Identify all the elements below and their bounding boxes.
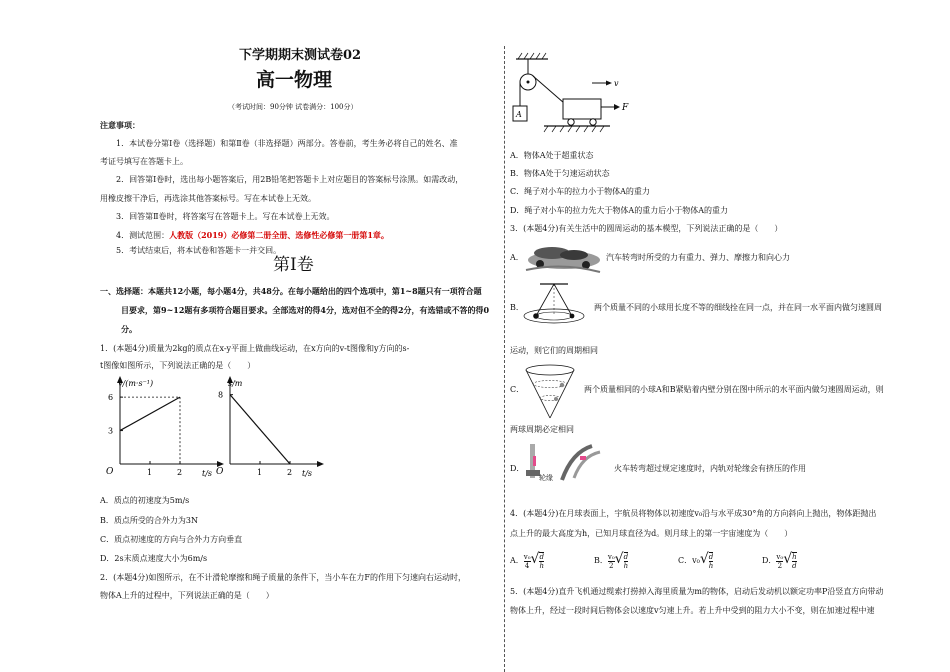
q1-stem-1: 1．(本题4分)质量为2kg的质点在x-y平面上做曲线运动，在x方向的v-t图像和y方向的s-	[100, 344, 410, 353]
g2-y-tick-label-8: 8	[218, 390, 224, 400]
q3-option-b-2: 运动，则它们的周期相同	[510, 346, 598, 355]
ceiling-hatch	[518, 53, 546, 59]
q4-coef-den: 2	[777, 561, 783, 570]
q4-root-fraction	[539, 552, 544, 570]
q1-option-d: D．2s末质点速度大小为6m/s	[100, 554, 208, 563]
q3a-car-turn-image	[522, 240, 602, 276]
cart-body	[563, 99, 601, 119]
q4-root-num: d	[539, 553, 544, 561]
q4-coef-num: v₀	[607, 552, 615, 561]
q2-stem-2: 物体A上升的过程中，下列说法正确的是（ ）	[100, 591, 274, 600]
q3-label-d: D．	[510, 464, 525, 473]
q4-coef-den: 4	[524, 561, 530, 570]
q3-option-b-1: 两个质量不同的小球用长度不等的细线拴在同一点，并在同一水平面内做匀速圆周	[594, 303, 882, 312]
q3-stem: 3．(本题4分)有关生活中的圆周运动的基本模型，下列说法正确的是（ ）	[510, 224, 783, 233]
q5-stem-1: 5．(本题4分)直升飞机通过缆索打捞掉入海里质量为m的物体，启动后发动机以额定功率P沿竖直方向带动	[510, 587, 884, 596]
q3-option-a: 汽车转弯时所受的力有重力、弹力、摩擦力和向心力	[606, 253, 790, 262]
cart-wheel-right	[590, 119, 596, 125]
q4-option-c	[678, 549, 713, 571]
q4-root-den: h	[539, 562, 544, 570]
q4-option-b	[594, 549, 628, 571]
q3-label-a: A．	[510, 253, 524, 262]
q4-stem-1: 4．(本题4分)在月球表面上，宇航员将物体以初速度v₀沿与水平成30°角的方向斜向上抛出，物体距抛出	[510, 509, 877, 518]
g2-x-tick-label-2: 2	[287, 468, 293, 477]
q4-root-fraction	[709, 552, 714, 570]
q4-option-label: D．	[762, 556, 777, 565]
note-4-scope: 人教版（2019）必修第二册全册、选修性必修第一册第1章。	[169, 230, 389, 240]
note-4-prefix: 4．测试范围：	[116, 231, 170, 240]
note-4	[116, 230, 389, 241]
q5-stem-2: 物体上升，经过一段时间后物体会以速度v匀速上升。若上升中受到的阻力大小不变，则在加速过程中速	[510, 606, 875, 615]
subject-title: 高一物理	[256, 69, 333, 91]
q3d-rail-image	[522, 442, 612, 484]
q1-st-graph	[210, 374, 330, 478]
notes-heading: 注意事项：	[100, 120, 140, 130]
note-3: 3．回答第Ⅱ卷时，将答案写在答题卡上。写在本试卷上无效。	[116, 212, 335, 221]
q2-option-c: C．绳子对小车的拉力小于物体A的重力	[510, 187, 650, 196]
sqrt-icon: √	[614, 551, 624, 567]
q1-option-a: A．质点的初速度为5m/s	[100, 496, 190, 505]
g2-x-arrow	[317, 461, 324, 467]
q3-option-d: 火车转弯超过规定速度时，内轨对轮缘会有挤压的作用	[614, 464, 806, 473]
q4-root-num: d	[623, 553, 629, 561]
q4-option-d	[762, 549, 797, 571]
cart-wheel-left	[568, 119, 574, 125]
q4-option-label: C．	[678, 556, 693, 565]
note-5: 5．考试结束后，将本试卷和答题卡一并交回。	[116, 246, 282, 255]
g2-data-line	[230, 395, 290, 464]
q4-root-fraction	[624, 552, 629, 570]
g1-x-tick-label-1: 1	[147, 468, 153, 477]
q4-root-num: h	[792, 553, 797, 561]
g1-y-tick-label-3: 3	[108, 426, 114, 436]
exam-info: （考试时间：90分钟 试卷满分：100分）	[228, 103, 358, 111]
g1-xlabel: t/s	[202, 469, 213, 478]
note-1a: 1．本试卷分第Ⅰ卷（选择题）和第Ⅱ卷（非选择题）两部分。答卷前，考生务必将自己的姓名、准	[116, 139, 458, 148]
q4-option-a	[510, 549, 544, 571]
q3-option-c-2: 两球周期必定相同	[510, 425, 574, 434]
g2-xlabel: t/s	[302, 469, 313, 478]
q4-root-num: d	[708, 553, 714, 561]
sqrt-icon: √	[783, 551, 793, 567]
g2-origin: O	[216, 467, 224, 477]
sqrt-icon: √	[699, 551, 709, 567]
note-1b: 考证号填写在答题卡上。	[100, 157, 188, 166]
section-intro-3: 分。	[121, 324, 137, 334]
q1-option-b: B．质点所受的合外力为3N	[100, 516, 198, 525]
section-title: 第Ⅰ卷	[273, 255, 314, 275]
q1-option-c: C．质点初速度的方向与合外力方向垂直	[100, 535, 243, 544]
q4-root-den: d	[792, 562, 797, 570]
q4-coef-num: v₀	[776, 552, 784, 561]
q4-option-label: B．	[594, 556, 608, 565]
q1-stem-2: t图像如图所示，下列说法正确的是（ ）	[100, 361, 256, 370]
q2-option-d: D．绳子对小车的拉力先大于物体A的重力后小于物体A的重力	[510, 206, 728, 215]
q4-coefficient-fraction	[608, 553, 615, 570]
q4-root-fraction	[792, 552, 797, 570]
pulley-hub	[527, 81, 530, 84]
g2-x-tick-label-1: 1	[257, 468, 263, 477]
q3b-conical-pendulum	[520, 282, 590, 326]
g1-origin: O	[106, 467, 114, 477]
q3-rail-label: 轮缘	[539, 474, 553, 482]
q4-stem-2: 点上升的最大高度为h，已知月球直径为d。则月球上的第一宇宙速度为（ ）	[510, 529, 793, 538]
q4-root-den: h	[708, 562, 714, 570]
g2-ylabel: s/m	[228, 379, 243, 388]
force-label: F	[622, 103, 629, 113]
q3-label-c: C．	[510, 385, 525, 394]
g1-ylabel: v/(m·s⁻¹)	[118, 379, 154, 388]
q4-coef-num: v₀	[523, 552, 531, 561]
ground-hatch	[544, 126, 604, 132]
g1-y-tick-label-6: 6	[108, 393, 114, 403]
q4-option-label: A．	[510, 556, 524, 565]
q3c-cone-image	[522, 364, 578, 420]
exam-title: 下学期期末测试卷02	[239, 48, 362, 63]
q4-coefficient-fraction	[524, 553, 531, 570]
sqrt-icon: √	[530, 551, 540, 567]
q4-coef: v₀	[692, 556, 700, 565]
g1-data-line	[120, 397, 180, 430]
block-a-label: A	[516, 110, 522, 119]
force-arrow-head	[614, 104, 620, 110]
q2-option-a: A．物体A处于超重状态	[510, 151, 594, 160]
section-intro-1: 一、选择题：本题共12小题，每小题4分，共48分。在每小题给出的四个选项中，第1~8题只有一项符合题	[100, 286, 482, 296]
section-intro-2: 目要求，第9~12题有多项符合题目要求。全部选对的得4分，选对但不全的得2分，有选错或不答的得0	[121, 305, 490, 315]
q4-root-den: h	[623, 562, 629, 570]
q2-option-b: B．物体A处于匀速运动状态	[510, 169, 610, 178]
note-2b: 用橡皮擦干净后，再选涂其他答案标号。写在本试卷上无效。	[100, 194, 316, 203]
rope-slanted	[533, 76, 564, 103]
column-divider	[504, 46, 505, 672]
q4-coef-den: 2	[609, 561, 614, 570]
velocity-arrow-head	[606, 81, 612, 86]
q3-option-c-1: 两个质量相同的小球A和B紧贴着内壁分别在图中所示的水平面内做匀速圆周运动，则	[584, 385, 884, 394]
g1-x-tick-label-2: 2	[177, 468, 183, 477]
q3-label-b: B．	[510, 303, 524, 312]
velocity-label: v	[614, 79, 619, 88]
note-2a: 2．回答第Ⅰ卷时，选出每小题答案后，用2B铅笔把答题卡上对应题目的答案标号涂黑。如需改动，	[116, 175, 464, 184]
q2-pulley-figure	[508, 45, 638, 135]
q2-stem-1: 2．(本题4分)如图所示，在不计滑轮摩擦和绳子质量的条件下，当小车在力F的作用下匀速向右运动时，	[100, 573, 466, 582]
